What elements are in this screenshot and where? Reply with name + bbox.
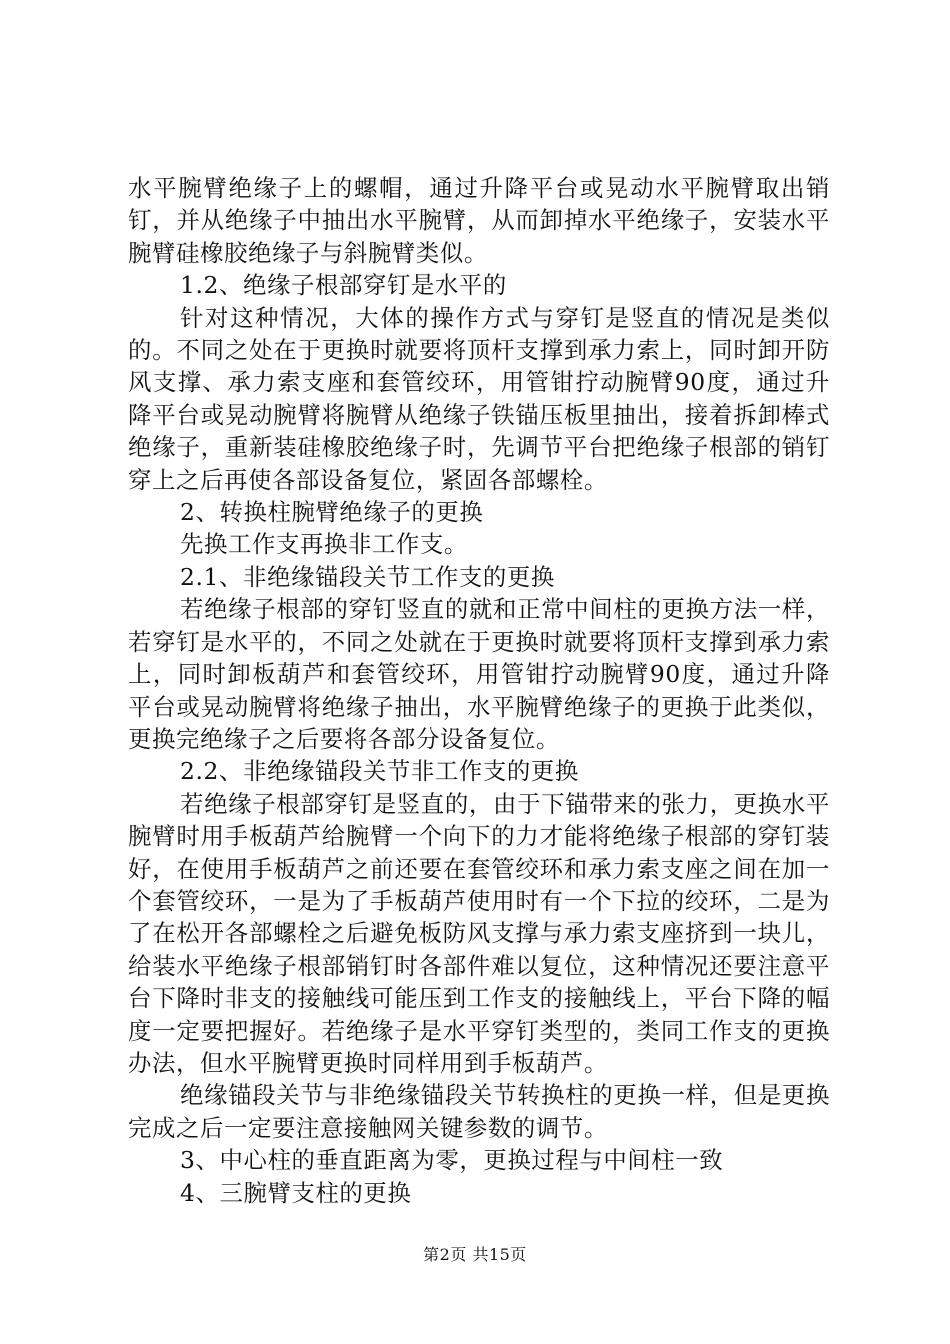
section-heading-2: 2、转换柱腕臂绝缘子的更换 <box>180 498 484 527</box>
paragraph-working-branch: 若绝缘子根部的穿钉竖直的就和正常中间柱的更换方法一样，若穿钉是水平的，不同之处就在于更换时就要将顶杆支撑到承力索上，同时卸板葫芦和套管绞环，用管钳拧动腕臂90度，通过升降平台或晃动腕臂将绝缘子抽出，水平腕臂绝缘子的更换于此类似，更换完绝缘子之后要将各部分设备复位。 <box>128 595 830 753</box>
paragraph-insulated-joint: 绝缘锚段关节与非绝缘锚段关节转换柱的更换一样，但是更换完成之后一定要注意接触网关键参数的调节。 <box>128 1081 830 1142</box>
paragraph-non-working-branch: 若绝缘子根部穿钉是竖直的，由于下锚带来的张力，更换水平腕臂时用手板葫芦给腕臂一个向下的力才能将绝缘子根部的穿钉装好，在使用手板葫芦之前还要在套管绞环和承力索支座之间在加一个套管绞环，一是为了手板葫芦使用时有一个下拉的绞环，二是为了在松开各部螺栓之后避免板防风支撑与承力索支座挤到一块儿，给装水平绝缘子根部销钉时各部件难以复位，这种情况还要注意平台下降时非支的接触线可能压到工作支的接触线上，平台下降的幅度一定要把握好。若绝缘子是水平穿钉类型的，类同工作支的更换办法，但水平腕臂更换时同样用到手板葫芦。 <box>128 789 830 1077</box>
section-heading-1-2: 1.2、绝缘子根部穿钉是水平的 <box>180 271 507 300</box>
paragraph-order-note: 先换工作支再换非工作支。 <box>180 530 468 559</box>
document-body <box>128 172 830 1209</box>
section-heading-3: 3、中心柱的垂直距离为零，更换过程与中间柱一致 <box>180 1146 724 1175</box>
paragraph-horizontal-pin: 针对这种情况，大体的操作方式与穿钉是竖直的情况是类似的。不同之处在于更换时就要将顶杆支撑到承力索上，同时卸开防风支撑、承力索支座和套管绞环，用管钳拧动腕臂90度，通过升降平台或晃动腕臂将腕臂从绝缘子铁锚压板里抽出，接着拆卸棒式绝缘子，重新装硅橡胶绝缘子时，先调节平台把绝缘子根部的销钉穿上之后再使各部设备复位，紧固各部螺栓。 <box>128 303 830 494</box>
page-number-footer: 第2页 共15页 <box>423 1245 527 1264</box>
section-heading-2-1: 2.1、非绝缘锚段关节工作支的更换 <box>180 562 555 591</box>
section-heading-2-2: 2.2、非绝缘锚段关节非工作支的更换 <box>180 757 579 786</box>
paragraph-continuation: 水平腕臂绝缘子上的螺帽，通过升降平台或晃动水平腕臂取出销钉，并从绝缘子中抽出水平腕臂，从而卸掉水平绝缘子，安装水平腕臂硅橡胶绝缘子与斜腕臂类似。 <box>128 174 830 267</box>
section-heading-4: 4、三腕臂支柱的更换 <box>180 1178 412 1207</box>
